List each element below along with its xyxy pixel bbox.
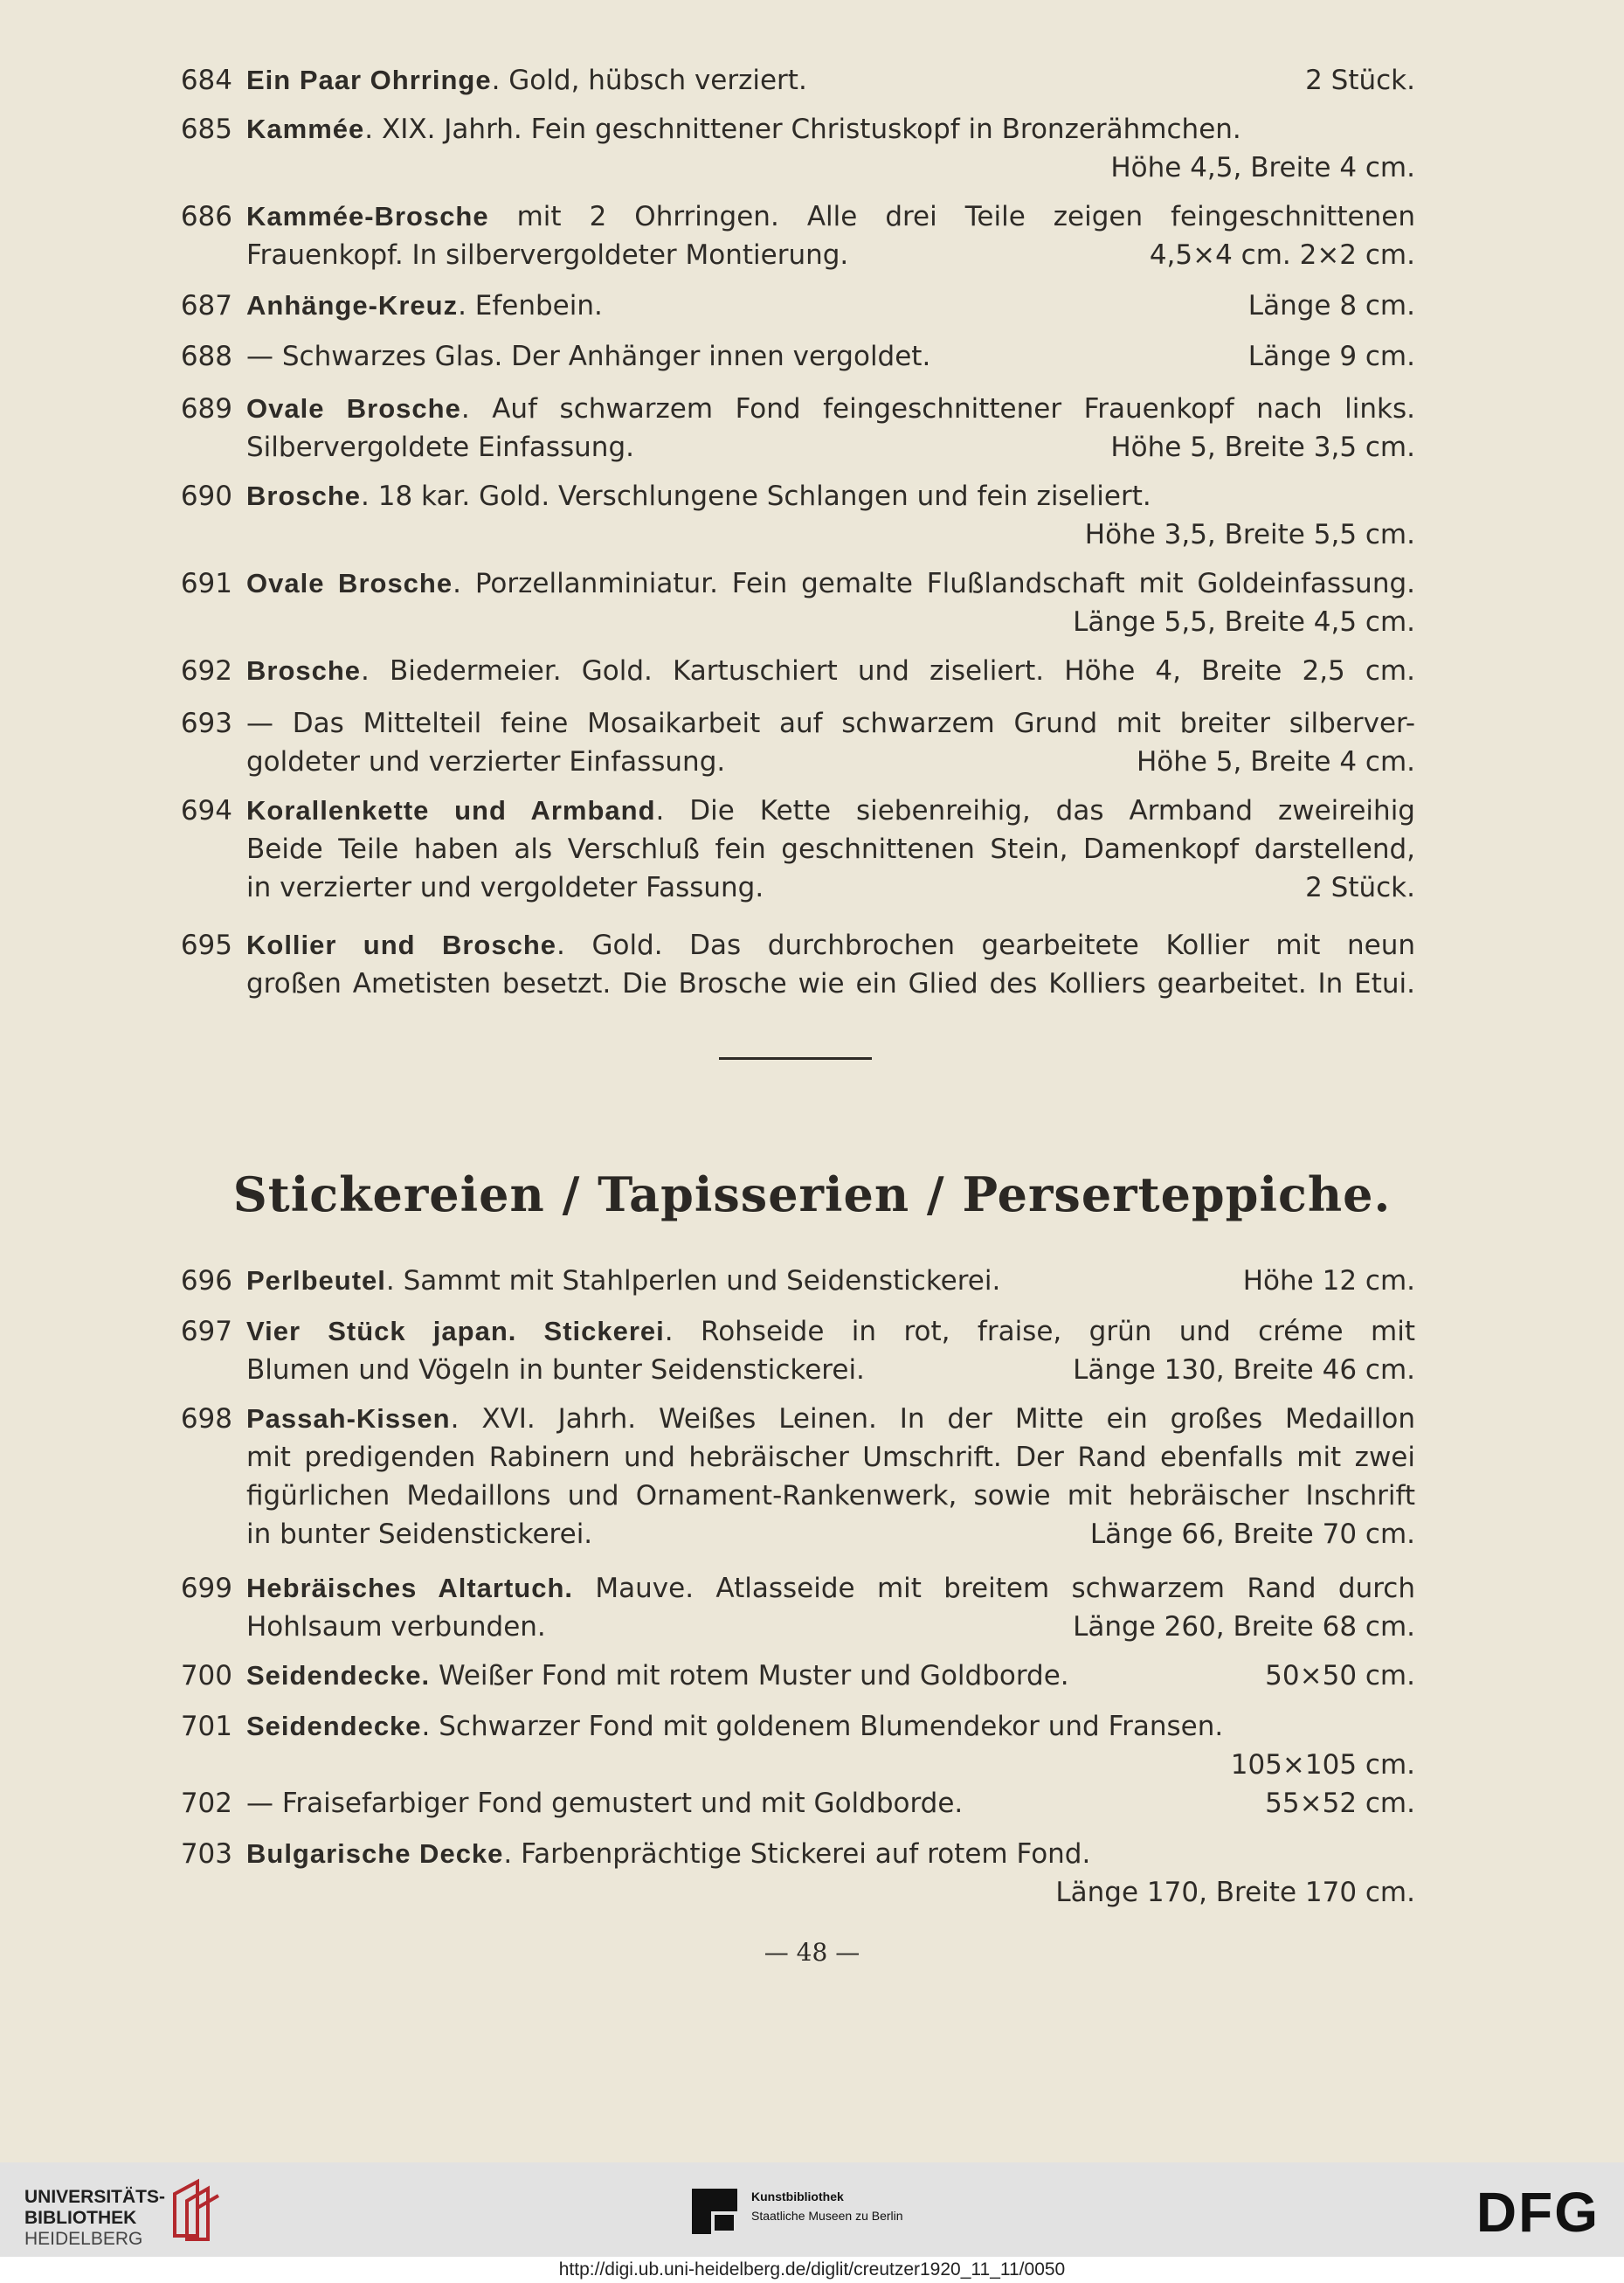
- entry-description: . Gold, hübsch verziert.: [491, 65, 807, 96]
- entry-text: [246, 1515, 1415, 1553]
- page-number: — 48 —: [764, 1938, 860, 1967]
- entry-description: . 18 kar. Gold. Verschlungene Schlangen und fein ziseliert.: [361, 481, 1151, 512]
- entry-text: [246, 743, 1415, 781]
- entry-number: 686: [180, 201, 232, 232]
- entry-description: . Die Kette siebenreihig, das Armband zweireihig: [655, 795, 1415, 827]
- entry-number: 700: [180, 1660, 232, 1691]
- entry-measure: Länge 8 cm.: [1247, 290, 1415, 322]
- entry-text: [246, 868, 1415, 907]
- entry-text: [246, 236, 1415, 274]
- catalog-entry: [175, 1707, 1415, 1784]
- entry-number: 692: [180, 655, 232, 687]
- entry-description: . Schwarzer Fond mit goldenem Blumendekor und Fransen.: [421, 1711, 1224, 1742]
- entry-line: [175, 652, 1415, 690]
- entry-line: [175, 337, 1415, 376]
- section-divider: [719, 1057, 872, 1060]
- entry-measure: 4,5×4 cm. 2×2 cm.: [1149, 239, 1415, 271]
- entry-line: [175, 1784, 1415, 1823]
- entry-text: [246, 1400, 1415, 1438]
- entry-description: . Sammt mit Stahlperlen und Seidenstickerei.: [385, 1265, 1001, 1297]
- entry-title: Ovale Brosche: [246, 393, 461, 424]
- entry-title: Bulgarische Decke: [246, 1838, 504, 1869]
- entry-title: Vier Stück japan. Stickerei: [246, 1316, 665, 1346]
- entry-text: [246, 1569, 1415, 1608]
- entry-text: [246, 477, 1415, 515]
- catalog-entry: [175, 287, 1415, 325]
- catalog-entry: [175, 477, 1415, 554]
- catalog-entry: [175, 337, 1415, 376]
- entry-line: [175, 1400, 1415, 1438]
- catalog-entry: [175, 1569, 1415, 1646]
- entry-text: [246, 830, 1415, 868]
- entry-line: [175, 1438, 1415, 1477]
- entry-description: goldeter und verzierter Einfassung.: [246, 746, 726, 778]
- entry-text: [246, 197, 1415, 236]
- entry-description: Weißer Fond mit rotem Muster und Goldborde.: [430, 1660, 1069, 1691]
- entry-text: [246, 564, 1415, 603]
- catalog-entry: [175, 61, 1415, 100]
- entry-title: Kammée: [246, 114, 365, 144]
- entry-number: 688: [180, 341, 232, 372]
- entry-measure: Höhe 5, Breite 4 cm.: [1136, 746, 1415, 778]
- entry-text: [246, 1657, 1415, 1695]
- entry-description: Hohlsaum verbunden.: [246, 1611, 546, 1643]
- entry-title: Perlbeutel: [246, 1265, 386, 1296]
- entry-description: — Das Mittelteil feine Mosaikarbeit auf schwarzem Grund mit breiter silberver-: [246, 708, 1415, 739]
- entry-description: . XIX. Jahrh. Fein geschnittener Christuskopf in Bronzerähmchen.: [364, 114, 1241, 145]
- catalog-entry: [175, 704, 1415, 781]
- entry-title: Korallenkette und Armband: [246, 795, 656, 826]
- library-line-2: BIBLIOTHEK: [24, 2208, 137, 2228]
- kunst-line-1: Kunstbibliothek: [751, 2190, 844, 2203]
- entry-text: [246, 704, 1415, 743]
- entry-line: [175, 926, 1415, 965]
- ub-heidelberg-emblem-icon: [162, 2175, 225, 2243]
- entry-title: Anhänge-Kreuz: [246, 290, 459, 321]
- entry-number: 684: [180, 65, 232, 96]
- entry-title: Ovale Brosche: [246, 568, 453, 598]
- catalog-entry: [175, 1657, 1415, 1695]
- entry-text: [246, 390, 1415, 428]
- entry-text: [246, 110, 1415, 149]
- entry-description: Frauenkopf. In silbervergoldeter Montierung.: [246, 239, 849, 271]
- kunstbibliothek-mark-icon: [692, 2189, 737, 2234]
- catalog-entry: [175, 926, 1415, 1003]
- entry-description: . Gold. Das durchbrochen gearbeitete Kollier mit neun: [556, 930, 1415, 961]
- entry-measure: 50×50 cm.: [1265, 1660, 1415, 1691]
- entry-line: [175, 965, 1415, 1003]
- entry-title: Passah-Kissen: [246, 1403, 451, 1434]
- entry-measure: 2 Stück.: [1305, 872, 1415, 903]
- entry-line: [175, 564, 1415, 603]
- entry-text: [246, 1351, 1415, 1389]
- entry-text: [246, 1707, 1415, 1746]
- entry-description: Beide Teile haben als Verschluß fein geschnittenen Stein, Damenkopf darstellend,: [246, 834, 1415, 865]
- catalog-entry: [175, 564, 1415, 641]
- entry-text: [246, 1312, 1415, 1351]
- entry-text: [246, 652, 1415, 690]
- entry-description: . Rohseide in rot, fraise, grün und créme mit: [664, 1316, 1415, 1347]
- entry-line: [175, 743, 1415, 781]
- entry-text: [246, 792, 1415, 830]
- entry-title: Kollier und Brosche: [246, 930, 557, 960]
- entry-measure: Höhe 5, Breite 3,5 cm.: [1110, 432, 1415, 463]
- entry-line: [175, 61, 1415, 100]
- entry-description: in verzierter und vergoldeter Fassung.: [246, 872, 764, 903]
- entry-description: Silbervergoldete Einfassung.: [246, 432, 634, 463]
- entry-number: 703: [180, 1838, 232, 1870]
- entry-line: [175, 704, 1415, 743]
- catalog-entry: [175, 1312, 1415, 1389]
- entry-measure: Länge 66, Breite 70 cm.: [1089, 1519, 1415, 1550]
- entry-text: [246, 1608, 1415, 1646]
- entry-number: 690: [180, 481, 232, 512]
- entry-text: [246, 287, 1415, 325]
- catalog-entry: [175, 1400, 1415, 1553]
- entry-title: Seidendecke: [246, 1711, 422, 1741]
- kunstbibliothek-text: [751, 2187, 978, 2225]
- entry-line: [175, 149, 1415, 187]
- catalog-entry: [175, 652, 1415, 690]
- entry-measure: Höhe 12 cm.: [1242, 1265, 1415, 1297]
- entry-description: . Farbenprächtige Stickerei auf rotem Fond.: [503, 1838, 1091, 1870]
- entry-number: 694: [180, 795, 232, 827]
- library-line-3: HEIDELBERG: [24, 2229, 143, 2249]
- entry-line: [175, 1262, 1415, 1300]
- footer: [0, 2162, 1624, 2283]
- entry-measure: Länge 130, Breite 46 cm.: [1073, 1354, 1415, 1386]
- entry-number: 699: [180, 1573, 232, 1604]
- entry-measure: Länge 260, Breite 68 cm.: [1073, 1611, 1415, 1643]
- entry-title: Hebräisches Altartuch.: [246, 1573, 574, 1603]
- entry-description: . Efenbein.: [458, 290, 603, 322]
- kunst-line-2: Staatliche Museen zu Berlin: [751, 2209, 903, 2223]
- entry-title: Brosche: [246, 481, 362, 511]
- entry-measure: Höhe 3,5, Breite 5,5 cm.: [1084, 519, 1415, 550]
- entry-number: 696: [180, 1265, 232, 1297]
- entry-line: [175, 1873, 1415, 1912]
- entry-number: 687: [180, 290, 232, 322]
- entry-measure: 105×105 cm.: [1230, 1749, 1415, 1781]
- entry-title: Brosche: [246, 655, 362, 686]
- entry-line: [175, 1312, 1415, 1351]
- entry-line: [175, 1746, 1415, 1784]
- entry-measure: 55×52 cm.: [1265, 1788, 1415, 1819]
- entry-number: 702: [180, 1788, 232, 1819]
- entry-text: [246, 337, 1415, 376]
- entry-description: . Auf schwarzem Fond feingeschnittener Frauenkopf nach links.: [460, 393, 1415, 425]
- entry-description: Mauve. Atlasseide mit breitem schwarzem Rand durch: [573, 1573, 1415, 1604]
- entry-description: . Porzellanminiatur. Fein gemalte Flußlandschaft mit Goldeinfassung.: [453, 568, 1415, 599]
- entry-description: figürlichen Medaillons und Ornament-Rankenwerk, sowie mit hebräischer Inschrift: [246, 1480, 1415, 1512]
- catalog-entry: [175, 1835, 1415, 1912]
- entry-description: — Fraisefarbiger Fond gemustert und mit Goldborde.: [246, 1788, 964, 1819]
- entry-line: [175, 515, 1415, 554]
- entry-number: 685: [180, 114, 232, 145]
- catalog-entry: [175, 197, 1415, 274]
- entry-number: 697: [180, 1316, 232, 1347]
- entry-line: [175, 830, 1415, 868]
- library-line-1: UNIVERSITÄTS-: [24, 2187, 166, 2207]
- entry-line: [175, 287, 1415, 325]
- permalink-url[interactable]: http://digi.ub.uni-heidelberg.de/diglit/creutzer1920_11_11/0050: [558, 2259, 1066, 2280]
- entry-line: [175, 197, 1415, 236]
- entry-title: Kammée-Brosche: [246, 201, 489, 232]
- entry-number: 691: [180, 568, 232, 599]
- entry-line: [175, 390, 1415, 428]
- entry-text: [246, 428, 1415, 467]
- catalog-entry: [175, 1262, 1415, 1300]
- entry-line: [175, 428, 1415, 467]
- entry-line: [175, 603, 1415, 641]
- entry-number: 695: [180, 930, 232, 961]
- entry-line: [175, 1477, 1415, 1515]
- entry-number: 693: [180, 708, 232, 739]
- entry-description: mit 2 Ohrringen. Alle drei Teile zeigen feingeschnittenen: [488, 201, 1415, 232]
- entry-line: [175, 1657, 1415, 1695]
- entry-measure: Länge 170, Breite 170 cm.: [1055, 1877, 1415, 1908]
- entry-title: Ein Paar Ohrringe: [246, 65, 492, 95]
- entry-description: Blumen und Vögeln in bunter Seidenstickerei.: [246, 1354, 865, 1386]
- entry-line: [175, 1608, 1415, 1646]
- section-heading: Stickereien / Tapisserien / Perserteppiche.: [232, 1166, 1392, 1222]
- entry-line: [175, 1707, 1415, 1746]
- entry-description: — Schwarzes Glas. Der Anhänger innen vergoldet.: [246, 341, 931, 372]
- entry-line: [175, 1835, 1415, 1873]
- catalog-entry: [175, 390, 1415, 467]
- catalog-entry: [175, 110, 1415, 187]
- entry-description: . Biedermeier. Gold. Kartuschiert und ziseliert. Höhe 4, Breite 2,5 cm.: [361, 655, 1415, 687]
- entry-text: [246, 1477, 1415, 1515]
- entry-text: [246, 965, 1415, 1003]
- entry-line: [175, 236, 1415, 274]
- entry-line: [175, 868, 1415, 907]
- entry-number: 698: [180, 1403, 232, 1435]
- entry-line: [175, 110, 1415, 149]
- entry-text: [246, 1784, 1415, 1823]
- catalog-entry: [175, 792, 1415, 907]
- entry-number: 701: [180, 1711, 232, 1742]
- entry-measure: Länge 5,5, Breite 4,5 cm.: [1073, 606, 1415, 638]
- entry-description: . XVI. Jahrh. Weißes Leinen. In der Mitte ein großes Medaillon: [450, 1403, 1415, 1435]
- catalog-entry: [175, 1784, 1415, 1823]
- entry-measure: Länge 9 cm.: [1247, 341, 1415, 372]
- entry-description: in bunter Seidenstickerei.: [246, 1519, 593, 1550]
- entry-text: [246, 1262, 1415, 1300]
- entry-measure: 2 Stück.: [1305, 65, 1415, 96]
- entry-description: mit predigenden Rabinern und hebräischer Umschrift. Der Rand ebenfalls mit zwei: [246, 1442, 1415, 1473]
- entry-text: [246, 926, 1415, 965]
- entry-line: [175, 1515, 1415, 1553]
- entry-description: großen Ametisten besetzt. Die Brosche wie ein Glied des Kolliers gearbeitet. In Etui.: [246, 968, 1415, 1000]
- entry-line: [175, 1351, 1415, 1389]
- dfg-logo[interactable]: DFG: [1475, 2181, 1600, 2244]
- entry-text: [246, 61, 1415, 100]
- entry-line: [175, 792, 1415, 830]
- entry-measure: Höhe 4,5, Breite 4 cm.: [1110, 152, 1415, 183]
- entry-title: Seidendecke.: [246, 1660, 431, 1691]
- ub-heidelberg-logo-text[interactable]: [24, 2187, 165, 2250]
- entry-line: [175, 1569, 1415, 1608]
- entry-text: [246, 1438, 1415, 1477]
- entry-text: [246, 1835, 1415, 1873]
- entry-number: 689: [180, 393, 232, 425]
- entry-line: [175, 477, 1415, 515]
